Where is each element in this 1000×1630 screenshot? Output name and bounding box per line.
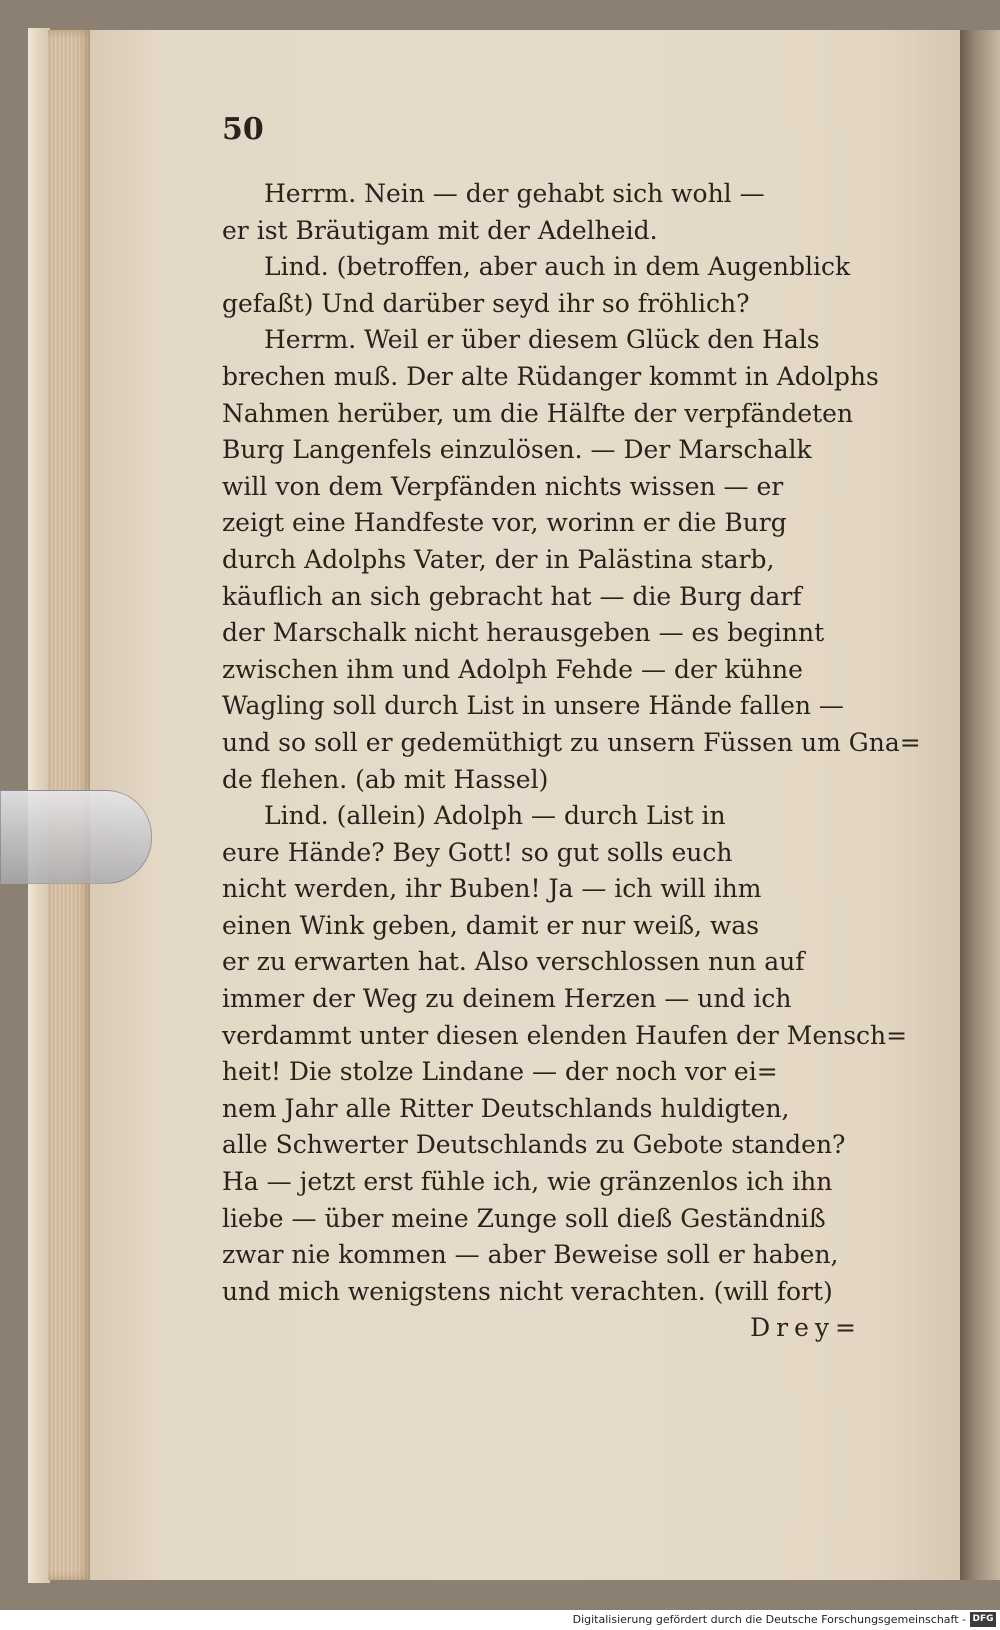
text-line: zwar nie kommen — aber Beweise soll er haben, — [222, 1240, 839, 1270]
text-line: Ha — jetzt erst fühle ich, wie gränzenlos ich ihn — [222, 1167, 833, 1197]
text-line: brechen muß. Der alte Rüdanger kommt in Adolphs — [222, 361, 879, 391]
text-line: will von dem Verpfänden nichts wissen — er — [222, 471, 784, 501]
text-line: und so soll er gedemüthigt zu unsern Füssen um Gna= — [222, 727, 921, 757]
text-line: Nahmen herüber, um die Hälfte der verpfändeten — [222, 398, 854, 428]
catchword: Drey= — [750, 1313, 862, 1343]
text-line: de flehen. (ab mit Hassel) — [222, 764, 549, 794]
adjacent-page-strip — [960, 30, 1000, 1580]
text-line: einen Wink geben, damit er nur weiß, was — [222, 910, 760, 940]
text-line: nicht werden, ihr Buben! Ja — ich will ihm — [222, 874, 762, 904]
text-line: alle Schwerter Deutschlands zu Gebote standen? — [222, 1130, 846, 1160]
dfg-logo: DFG — [970, 1612, 996, 1627]
text-line: der Marschalk nicht herausgeben — es beginnt — [222, 618, 825, 648]
bookmark-clip — [0, 790, 152, 884]
text-line: Wagling soll durch List in unsere Hände fallen — — [222, 691, 844, 721]
text-line: durch Adolphs Vater, der in Palästina starb, — [222, 544, 775, 574]
text-line: verdammt unter diesen elenden Haufen der Mensch= — [222, 1020, 908, 1050]
text-line: Burg Langenfels einzulösen. — Der Marschalk — [222, 435, 812, 465]
text-line: heit! Die stolze Lindane — der noch vor ei= — [222, 1057, 778, 1087]
page-text — [222, 112, 921, 1347]
page-number: 50 — [222, 112, 264, 147]
text-line: zwischen ihm und Adolph Fehde — der kühne — [222, 654, 803, 684]
text-line: und mich wenigstens nicht verachten. (will fort) — [222, 1276, 833, 1306]
text-line: zeigt eine Handfeste vor, worinn er die Burg — [222, 508, 787, 538]
text-line: nem Jahr alle Ritter Deutschlands huldigten, — [222, 1093, 790, 1123]
text-line: käuflich an sich gebracht hat — die Burg darf — [222, 581, 802, 611]
text-line: Lind. (betroffen, aber auch in dem Augenblick — [264, 252, 851, 282]
funding-credit: Digitalisierung gefördert durch die Deutsche Forschungsgemeinschaft - — [572, 1613, 966, 1626]
text-line: Lind. (allein) Adolph — durch List in — [264, 801, 726, 831]
text-line: gefaßt) Und darüber seyd ihr so fröhlich? — [222, 288, 750, 318]
text-line: liebe — über meine Zunge soll dieß Geständniß — [222, 1203, 826, 1233]
text-line: Herrm. Nein — der gehabt sich wohl — — [264, 179, 765, 208]
text-line: er ist Bräutigam mit der Adelheid. — [222, 215, 658, 245]
text-line: immer der Weg zu deinem Herzen — und ich — [222, 984, 792, 1014]
text-line: eure Hände? Bey Gott! so gut solls euch — [222, 837, 733, 867]
text-line: er zu erwarten hat. Also verschlossen nun auf — [222, 947, 805, 977]
text-line: Herrm. Weil er über diesem Glück den Hals — [264, 325, 820, 355]
